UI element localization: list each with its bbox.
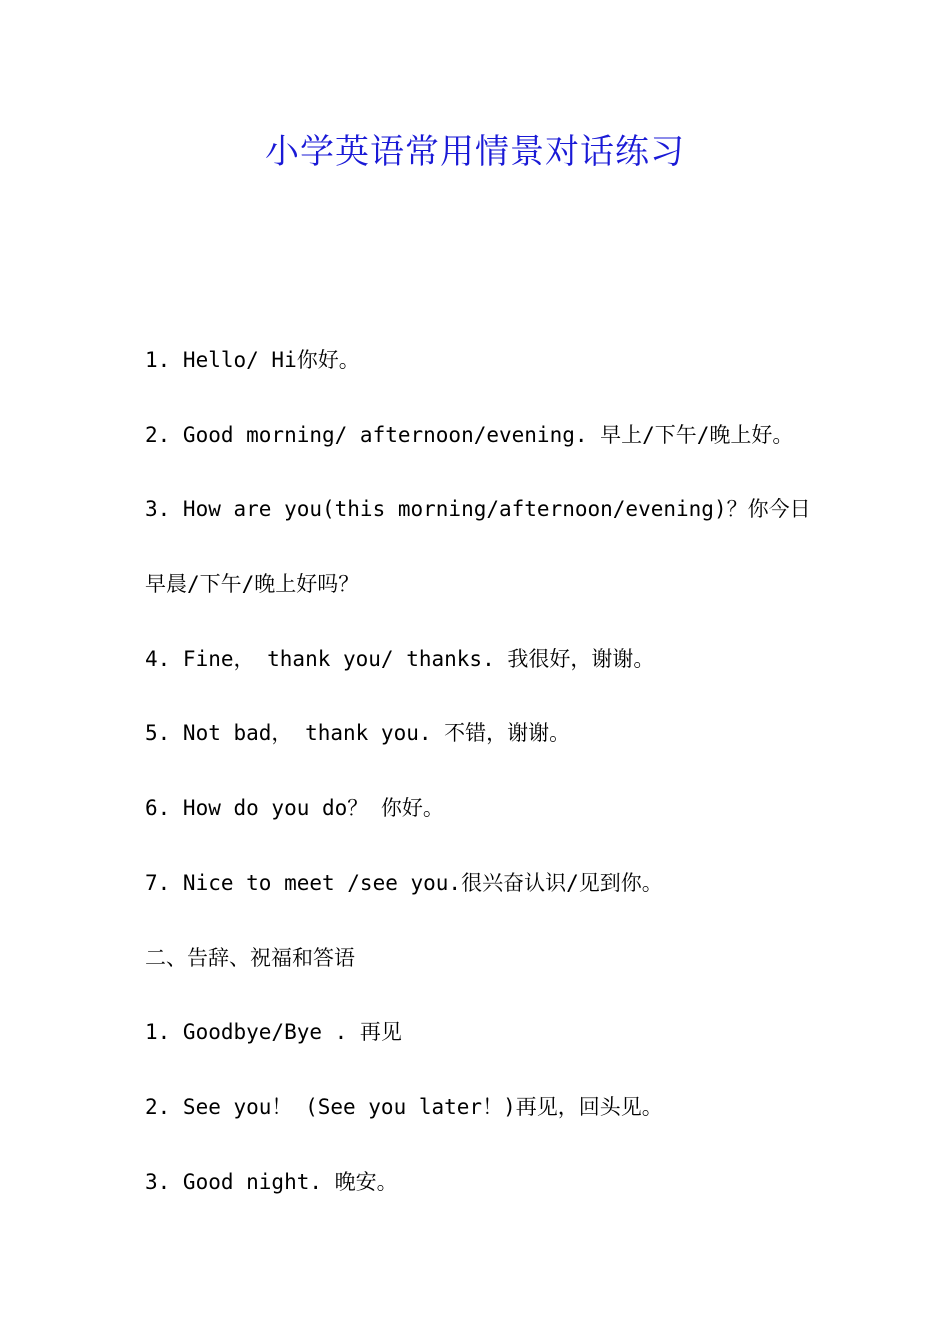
text-line: 7. Nice to meet /see you.很兴奋认识/见到你。	[145, 870, 663, 895]
text-line: 2. See you！ (See you later！)再见，回头见。	[145, 1094, 663, 1119]
text-line: 早晨/下午/晚上好吗？	[145, 572, 360, 597]
text-line: 2. Good morning/ afternoon/evening. 早上/下午/晚上好。	[145, 422, 794, 447]
text-line: 3. Good night. 晚安。	[145, 1169, 398, 1194]
document-title: 小学英语常用情景对话练习	[265, 132, 685, 172]
text-line: 5. Not bad， thank you. 不错，谢谢。	[145, 721, 571, 746]
text-line: 1. Goodbye/Bye . 再见	[145, 1020, 402, 1045]
text-line: 1. Hello/ Hi你好。	[145, 348, 360, 372]
text-line: 4. Fine， thank you/ thanks. 我很好，谢谢。	[145, 646, 655, 671]
text-line: 3. How are you(this morning/afternoon/evening)？你今日	[145, 497, 811, 522]
document-body	[145, 340, 825, 1236]
section-heading: 二、告辞、祝福和答语	[145, 945, 355, 970]
text-line: 6. How do you do？ 你好。	[145, 796, 444, 821]
